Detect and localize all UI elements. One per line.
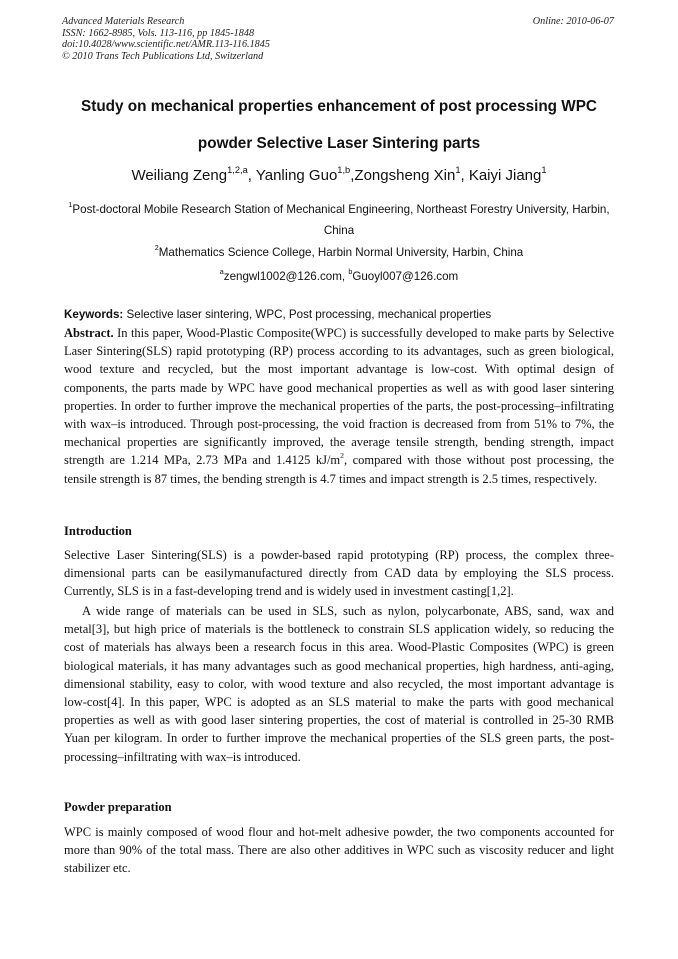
journal-name: Advanced Materials Research xyxy=(62,16,185,27)
email-address[interactable]: Guoyl007@126.com xyxy=(352,270,459,283)
author-separator: , xyxy=(247,167,256,184)
online-date: Online: 2010-06-07 xyxy=(532,16,614,27)
email-address[interactable]: zengwl1002@126.com xyxy=(223,270,342,283)
author-name: Zongsheng Xin xyxy=(354,167,456,184)
abstract-text-continued: , compared with those without post processing, the tensile strength is 87 times, the bending strength is 4.7 times and impact strength is 2.5 times, respectively. xyxy=(64,453,614,486)
affiliation-text: Mathematics Science College, Harbin Normal University, Harbin, China xyxy=(158,246,524,259)
author-list xyxy=(40,165,638,187)
keywords-label: Keywords: xyxy=(64,308,124,321)
author-affiliation-mark: 1,b xyxy=(337,164,351,175)
author-name: Yanling Guo xyxy=(255,167,338,184)
author-separator: , xyxy=(350,167,355,184)
journal-issn: ISSN: 1662-8985, Vols. 113-116, pp 1845-1848 xyxy=(62,27,255,39)
keywords-text: Selective laser sintering, WPC, Post processing, mechanical properties xyxy=(126,308,492,321)
abstract-label: Abstract. xyxy=(64,326,114,340)
abstract-text: In this paper, Wood-Plastic Composite(WPC) is successfully developed to make parts by Selective Laser Sintering(SLS) rapid prototyping (RP) process according to its advantages, such as green biological, wood texture and recycled, but the most important advantage is low-cost. With optimal design of components, the parts made by WPC have good mechanical properties as well as with good laser sintering properties. In order to further improve the mechanical properties of the parts, the post-processing–infiltrating with wax–is introduced. Through post-processing, the void fraction is decreased from from 51% to 7%, the mechanical properties are significantly improved, the average tensile strength, bending strength, impact strength are 1.214 MPa, 2.73 MPa and 1.4125 kJ/m xyxy=(64,326,614,468)
title-line-2: powder Selective Laser Sintering parts xyxy=(197,135,481,152)
paper-title xyxy=(40,88,638,162)
affiliation-1 xyxy=(60,199,618,241)
keywords xyxy=(64,306,624,324)
powder-preparation-paragraph-1: WPC is mainly composed of wood flour and hot-melt adhesive powder, the two components accounted for more than 90% of the total mass. There are also other additives in WPC such as viscosity reducer and light stabilizer etc. xyxy=(64,825,614,876)
email-mark: b xyxy=(348,267,353,277)
journal-header xyxy=(62,16,270,62)
journal-copyright: © 2010 Trans Tech Publications Ltd, Switzerland xyxy=(62,50,264,62)
email-separator: , xyxy=(341,270,349,283)
author-affiliation-mark: 1 xyxy=(455,164,461,175)
affiliation-2 xyxy=(60,242,618,263)
title-line-1: Study on mechanical properties enhancement of post processing WPC xyxy=(81,98,597,115)
section-heading-introduction: Introduction xyxy=(64,524,132,538)
unit-superscript: 2 xyxy=(340,451,345,461)
author-separator: , xyxy=(460,167,469,184)
introduction-paragraph-1: Selective Laser Sintering(SLS) is a powder-based rapid prototyping (RP) process, the complex three-dimensional parts can be easilymanufactured directly from CAD data by employing the SLS process. Currently, SLS is in a fast-developing trend and is widely used in investment casting[1,2]. xyxy=(64,548,614,599)
affiliation-mark: 1 xyxy=(68,200,73,210)
author-affiliation-mark: 1,2,a xyxy=(227,164,248,175)
author-emails xyxy=(60,266,618,287)
author-name: Weiliang Zeng xyxy=(131,167,228,184)
affiliation-mark: 2 xyxy=(154,243,159,253)
abstract xyxy=(64,324,614,488)
email-mark: a xyxy=(219,267,224,277)
author-name: Kaiyi Jiang xyxy=(468,167,542,184)
section-heading-powder-preparation: Powder preparation xyxy=(64,800,172,814)
journal-doi: doi:10.4028/www.scientific.net/AMR.113-116.1845 xyxy=(62,39,270,50)
affiliation-text: Post-doctoral Mobile Research Station of Mechanical Engineering, Northeast Forestry University, Harbin, China xyxy=(72,203,610,237)
introduction-paragraph-2: A wide range of materials can be used in SLS, such as nylon, polycarbonate, ABS, sand, wax and metal[3], but high price of materials is the bottleneck to constrain SLS application widely, so reducing the cost of materials has always been a research focus in this area. Wood-Plastic Composites (WPC) is green biological materials, it has many advantages such as good mechanical properties, high hardness, anti-aging, dimensional stability, easy to color, with wood texture and also recycled, the most important advantage is low-cost[4]. In this paper, WPC is adopted as an SLS material to make the parts with good mechanical properties as well as with good laser sintering properties, the cost of material is controlled in 25-30 RMB Yuan per kilogram. In order to further improve the mechanical properties of the SLS green parts, the post-processing–infiltrating with wax–is introduced. xyxy=(64,604,614,764)
author-affiliation-mark: 1 xyxy=(541,164,547,175)
